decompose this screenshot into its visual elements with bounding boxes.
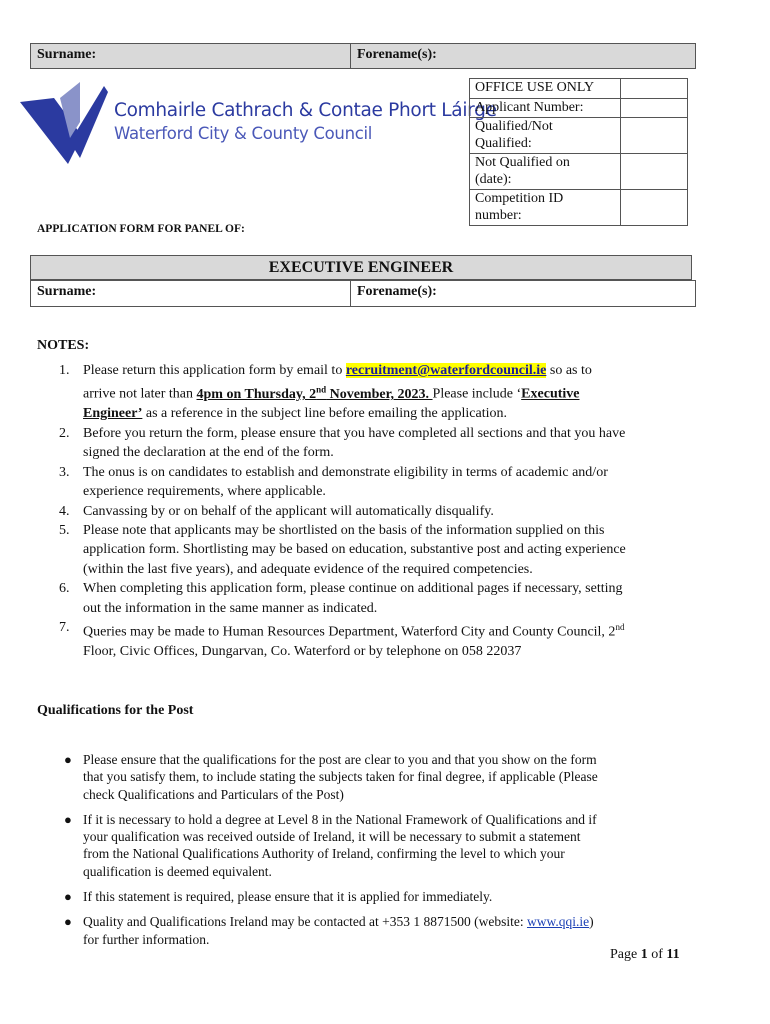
note-item: 6. When completing this application form, please continue on additional pages if necessary, setting out the information in the same manner as indicated. [59, 581, 623, 616]
bullet-icon: ● [64, 811, 72, 827]
note-item: 3. The onus is on candidates to establish and demonstrate eligibility in terms of academic and/or experience requirements, where applicable. [59, 464, 608, 500]
notes-list [37, 361, 737, 661]
applicant-number-value[interactable] [621, 98, 688, 118]
note-item: 4. Canvassing by or on behalf of the applicant will automatically disqualify. [59, 503, 494, 519]
office-use-value-cell [621, 79, 688, 99]
bullet-icon: ● [64, 914, 72, 930]
bullet-icon: ● [64, 752, 72, 767]
logo-irish-name: Comhairle Cathrach & Contae Phort Láirge [114, 100, 497, 121]
page-number: 1 [640, 947, 648, 962]
top-name-bar [30, 43, 696, 69]
council-logo [20, 80, 497, 170]
note-item: 7. Queries may be made to Human Resources Department, Waterford City and County Council, 2nd Floor, Civic Offices, Dungarvan, Co. Waterford or by telephone on 058 22037 [59, 619, 625, 659]
note-item: 1. Please return this application form by email to recruitment@waterfordcouncil.ie so as to arrive not later than 4pm on Thursday, 2nd November, 2023. Please include ‘Executive Engineer’ as a reference in the subject line before emailing the application. [59, 363, 592, 422]
qualifications-heading: Qualifications for the Post [37, 703, 194, 718]
surname-label: Surname: [31, 44, 351, 68]
not-qualified-date-value[interactable] [621, 154, 688, 190]
notes-heading: NOTES: [37, 338, 90, 353]
post-title: EXECUTIVE ENGINEER [30, 255, 692, 280]
qualified-value[interactable] [621, 118, 688, 154]
applicant-number-label: Applicant Number: [470, 98, 621, 118]
note-item: 2. Before you return the form, please ensure that you have completed all sections and that you have signed the declaration at the end of the form. [59, 425, 626, 461]
qqi-website-link[interactable]: www.qqi.ie [526, 914, 590, 930]
qualification-item: ● If it is necessary to hold a degree at Level 8 in the National Framework of Qualifications and if your qualification was received outside of Ireland, it will be necessary to submit a statement from the National Qualifications Authority of Ireland, confirming the level to which your qualification is deemed equivalent. [64, 811, 597, 879]
qualification-item: ● Quality and Qualifications Ireland may be contacted at +353 1 8871500 (website: www.qqi.ie) for further information. [64, 914, 594, 947]
panel-label: APPLICATION FORM FOR PANEL OF: [37, 223, 245, 235]
competition-id-label: Competition ID number: [470, 190, 621, 226]
not-qualified-date-label: Not Qualified on (date): [470, 154, 621, 190]
office-use-header: OFFICE USE ONLY [470, 79, 621, 99]
competition-id-value[interactable] [621, 190, 688, 226]
qualification-item: ● If this statement is required, please ensure that it is applied for immediately. [64, 889, 493, 905]
page-total: 11 [666, 947, 680, 962]
council-logo-mark [20, 80, 110, 170]
qualifications-list [37, 751, 737, 956]
note-item: 5. Please note that applicants may be shortlisted on the basis of the information supplied on this application form. Shortlisting may be based on education, substantive post and acting experience (within the last five years), and adequate evidence of the required competencies. [59, 522, 626, 577]
forename-field[interactable]: Forename(s): [357, 284, 437, 299]
surname-field[interactable]: Surname: [31, 281, 351, 306]
deadline: 4pm on Thursday, 2nd November, 2023. [196, 384, 433, 403]
bullet-icon: ● [64, 889, 72, 905]
forename-label: Forename(s): [357, 47, 437, 62]
email-link[interactable]: recruitment@waterfordcouncil.ie [345, 363, 547, 378]
page-footer: Page 1 of 11 [610, 947, 680, 962]
logo-english-name: Waterford City & County Council [114, 124, 373, 143]
office-use-table [469, 78, 688, 226]
qualified-label: Qualified/Not Qualified: [470, 118, 621, 154]
second-name-bar [30, 280, 696, 307]
qualification-item: ● Please ensure that the qualifications for the post are clear to you and that you show on the form that you satisfy them, to include stating the subjects taken for final degree, if applicable (Please check Qualifications and Particulars of the Post) [64, 752, 598, 802]
